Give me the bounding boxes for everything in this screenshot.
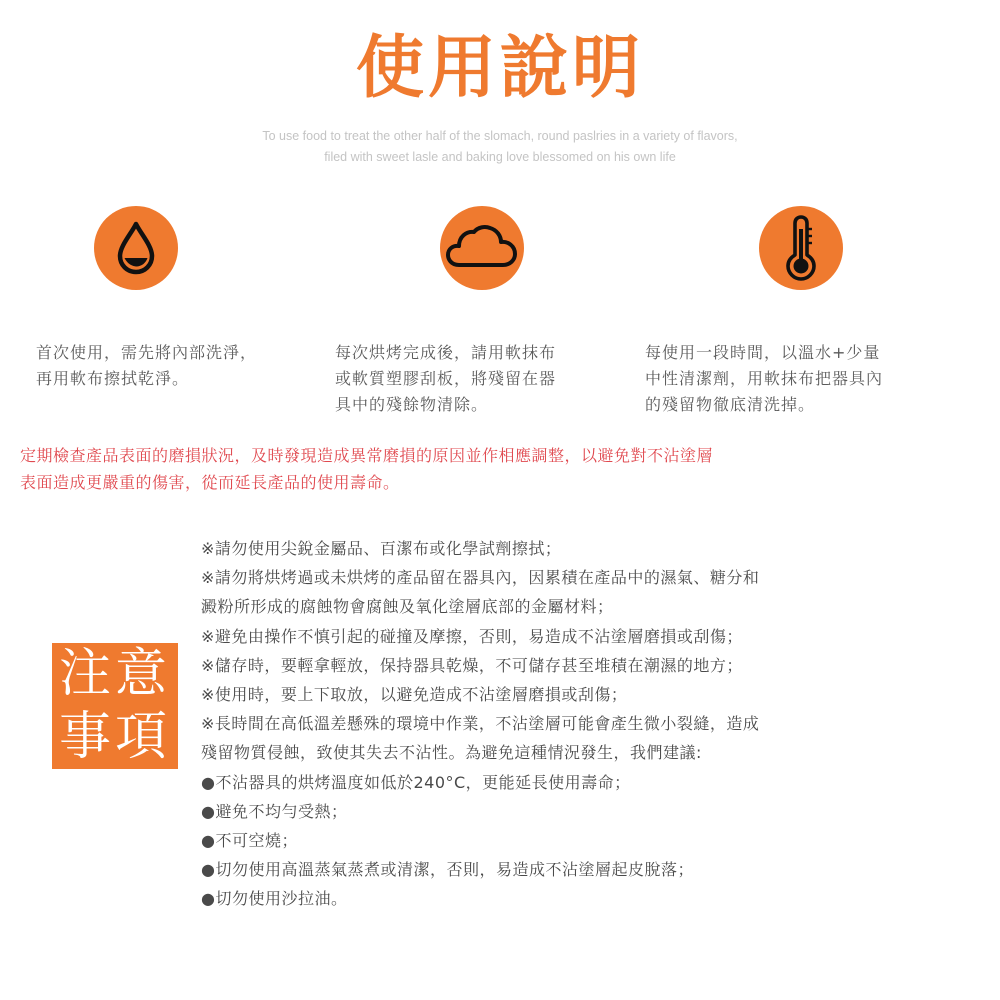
notice-item: ●不沾器具的烘烤溫度如低於240°C，更能延長使用壽命； <box>201 772 631 792</box>
maintenance-warning <box>20 442 985 496</box>
thermometer-icon-badge <box>759 206 843 290</box>
warning-line: 表面造成更嚴重的傷害，從而延長產品的使用壽命。 <box>20 473 400 492</box>
notice-item: ●切勿使用沙拉油。 <box>201 889 348 909</box>
step-line: 首次使用，需先將內部洗淨， <box>36 343 258 362</box>
notice-item: ※請勿將烘烤過或未烘烤的產品留在器具內，因累積在產品中的濕氣、糖分和 <box>201 568 760 588</box>
notice-item: ※長時間在高低溫差懸殊的環境中作業，不沾塗層可能會產生微小裂縫，造成 <box>201 714 760 734</box>
notice-item: 殘留物質侵蝕，致使其失去不沾性。為避免這種情況發生，我們建議: <box>201 743 702 763</box>
step-line: 或軟質塑膠刮板，將殘留在器 <box>335 369 557 388</box>
step-1-text <box>36 340 257 392</box>
subtitle-line: To use food to treat the other half of the slomach, round paslries in a variety of flavors, <box>262 129 738 143</box>
cloud-icon-badge <box>440 206 524 290</box>
step-2-text <box>335 340 556 418</box>
step-line: 每使用一段時間，以溫水+少量 <box>645 343 881 362</box>
notice-label-line: 注意 <box>58 644 171 704</box>
step-3-text <box>645 340 883 418</box>
notice-item: ●切勿使用高溫蒸氣蒸煮或清潔，否則，易造成不沾塗層起皮脫落； <box>201 860 694 880</box>
notice-item: 澱粉所形成的腐蝕物會腐蝕及氧化塗層底部的金屬材料； <box>201 597 614 617</box>
notice-item: ※使用時，要上下取放，以避免造成不沾塗層磨損或刮傷； <box>201 685 628 705</box>
subtitle-line: filed with sweet lasle and baking love blessomed on his own life <box>324 150 676 164</box>
page-title: 使用說明 <box>355 29 644 108</box>
step-line: 中性清潔劑，用軟抹布把器具內 <box>645 369 884 388</box>
thermometer-icon <box>781 215 821 281</box>
notice-item: ※請勿使用尖銳金屬品、百潔布或化學試劑擦拭； <box>201 539 562 558</box>
step-line: 再用軟布擦拭乾淨。 <box>36 369 190 388</box>
cloud-icon <box>445 225 519 271</box>
step-line: 每次烘烤完成後，請用軟抹布 <box>335 343 557 362</box>
water-drop-icon <box>113 220 159 276</box>
page-subtitle <box>0 126 1000 168</box>
step-line: 具中的殘餘物清除。 <box>335 395 489 414</box>
notice-item: ●避免不均勻受熱； <box>201 801 348 821</box>
notice-item: ※儲存時，要輕拿輕放，保持器具乾燥，不可儲存甚至堆積在潮濕的地方； <box>201 655 743 675</box>
water-drop-icon-badge <box>94 206 178 290</box>
notice-list <box>201 534 961 914</box>
warning-line: 定期檢查產品表面的磨損狀況，及時發現造成異常磨損的原因並作相應調整，以避免對不沾塗層 <box>20 446 714 465</box>
notice-item: ●不可空燒； <box>201 831 298 851</box>
notice-item: ※避免由操作不慎引起的碰撞及摩擦，否則，易造成不沾塗層磨損或刮傷； <box>201 626 743 646</box>
notice-label <box>52 643 178 769</box>
step-line: 的殘留物徹底清洗掉。 <box>645 395 816 414</box>
notice-label-line: 事項 <box>58 707 171 767</box>
